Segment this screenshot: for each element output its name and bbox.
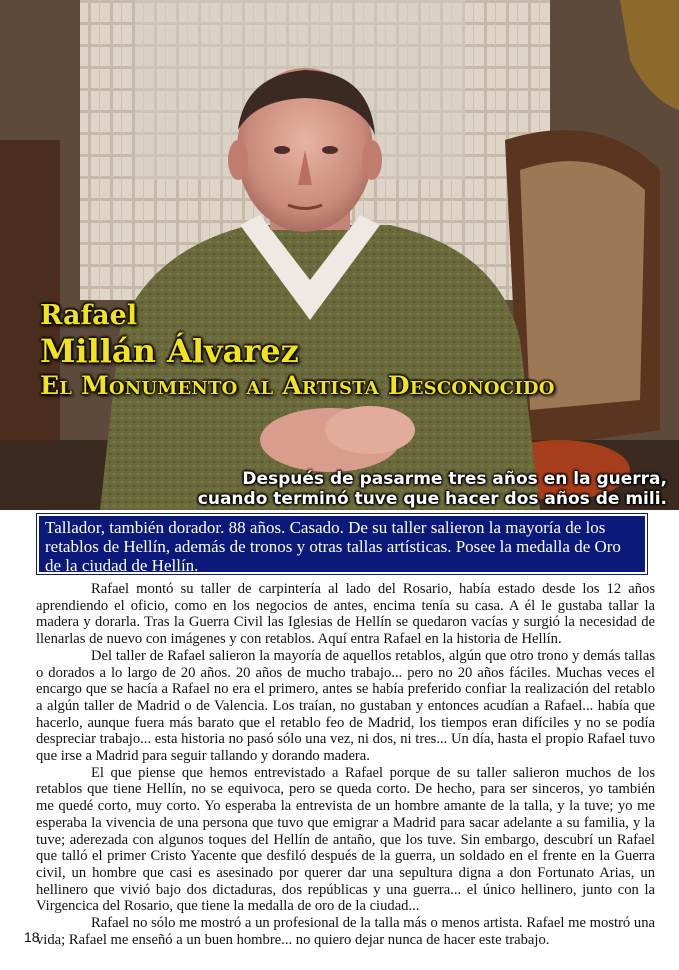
article-paragraph: Rafael montó su taller de carpintería al lado del Rosario, había estado desde los 12 años aprendiendo el oficio, como en los negocios de antes, encima tenía su casa. A él le gustaba tallar la madera y dorarla. Tras la Guerra Civil las Iglesias de Hellín se quedaron vacías y surgió la necesidad de llenarlas de nuevo con imágenes y con retablos. Aquí entra Rafael en la historia de Hellín. [36, 581, 655, 648]
title-subtitle: El Monumento al Artista Desconocido [40, 371, 555, 400]
summary-box: Tallador, también dorador. 88 años. Casado. De su taller salieron la mayoría de los retablos de Hellín, además de tronos y otras tallas artísticas. Posee la medalla de Oro de la ciudad de Hellín. [37, 514, 647, 574]
article-body [36, 581, 655, 948]
article-paragraph: El que piense que hemos entrevistado a Rafael porque de su taller salieron muchos de los retablos que tiene Hellín, no se equivoca, pero se queda corto. De hecho, para ser sinceros, yo también me quedé corto, muy corto. Yo esperaba la entrevista de un hombre amante de la talla, y la tuve; yo me esperaba la vivencia de una persona que tuvo que emigrar a Madrid para sacar adelante a su familia, y la tuve; aderezada con algunos toques del Hellín de antaño, que los tuve. Sin embargo, descubrí un Rafael que talló el primer Cristo Yacente que desfiló después de la guerra, un soldado en el frente en la Guerra civil, un hombre que casi es asesinado por querer dar una sepultura digna a don Fortunato Arias, un hellinero que vivió bajo dos dictaduras, dos repúblicas y una guerra... el único hellinero, junto con la Virgencica del Rosario, que tiene la medalla de oro de la ciudad... [36, 764, 655, 915]
page-number: 18 [24, 929, 40, 945]
pull-quote-line-2: cuando terminó tuve que hacer dos años de mili. [197, 489, 667, 509]
article-paragraph: Del taller de Rafael salieron la mayoría de aquellos retablos, algún que otro trono y demás tallas o dorados a lo largo de 20 años. 20 años de mucho trabajo... pero no 20 años fáciles. Muchas veces el encargo que se hacía a Rafael no era el primero, antes se había preferido confiar la realización del retablo a algún taller de Madrid o de Valencia. Los traían, no gustaban y entonces acudían a Rafael... había que hacerlo, aunque fuera más barato que el retablo feo de Madrid, los tiempos eran difíciles y no se podía despreciar trabajo... esta historia no pasó sólo una vez, ni dos, ni tres... Un día, hasta el propio Rafael tuvo que irse a Madrid para seguir tallando y dorando madera. [36, 647, 655, 765]
title-surname: Millán Álvarez [40, 332, 299, 370]
pull-quote [107, 469, 667, 509]
article-paragraph: Rafael no sólo me mostró a un profesional de la talla más o menos artista. Rafael me mostró una vida; Rafael me enseñó a un buen hombre... no quiero dejar nunca de hacer este trabajo. [36, 915, 655, 948]
title-first-name: Rafael [40, 300, 138, 331]
pull-quote-line-1: Después de pasarme tres años en la guerra, [242, 469, 667, 489]
article-title [40, 300, 555, 402]
